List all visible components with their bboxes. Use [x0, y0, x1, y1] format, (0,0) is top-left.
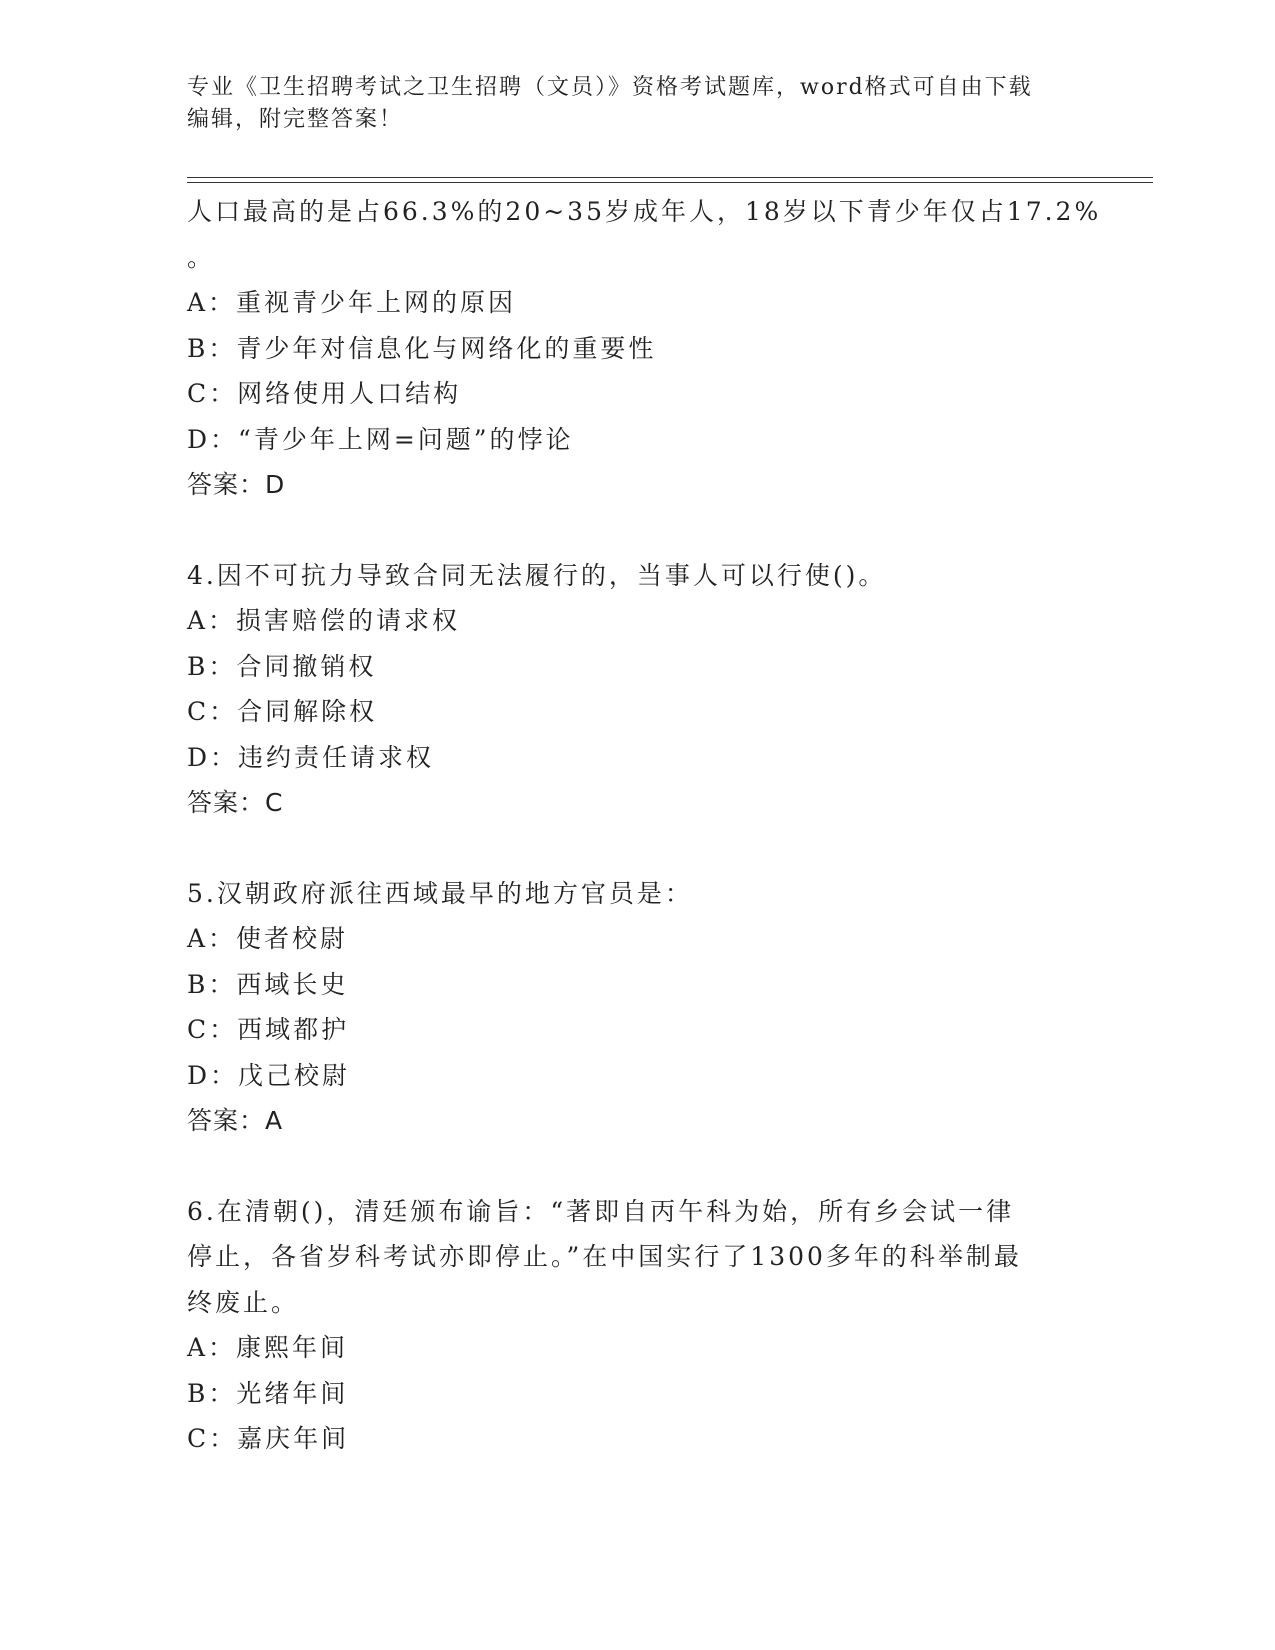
question-4-answer: 答案：C — [187, 788, 284, 817]
question-3-continuation-end: 。 — [187, 242, 216, 272]
question-3-option-b: B：青少年对信息化与网络化的重要性 — [187, 333, 657, 363]
question-4-option-b: B：合同撤销权 — [187, 651, 377, 681]
question-5-option-a: A：使者校尉 — [187, 924, 349, 953]
header-line-1: 专业《卫生招聘考试之卫生招聘（文员）》资格考试题库，word格式可自由下载 — [187, 75, 1033, 100]
question-block-5 — [187, 871, 1087, 1144]
spacer — [187, 826, 1087, 871]
question-6-text-line-3: 终废止。 — [187, 1287, 300, 1317]
spacer — [187, 1144, 1087, 1189]
question-3-option-d: D：“青少年上网=问题”的悖论 — [187, 424, 574, 454]
question-3-answer: 答案：D — [187, 470, 286, 499]
question-3-continuation: 人口最高的是占66.3%的20~35岁成年人，18岁以下青少年仅占17.2% — [187, 197, 1102, 226]
question-4-option-c: C：合同解除权 — [187, 697, 378, 726]
question-4-option-a: A：损害赔偿的请求权 — [187, 606, 461, 635]
header-divider-top — [187, 177, 1153, 178]
question-3-option-c: C：网络使用人口结构 — [187, 379, 462, 408]
question-5-option-b: B：西域长史 — [187, 969, 349, 999]
spacer — [187, 508, 1087, 553]
document-header — [187, 72, 1087, 136]
question-5-option-d: D：戊己校尉 — [187, 1060, 351, 1090]
question-6-text-line-1: 6.在清朝()，清廷颁布谕旨：“著即自丙午科为始，所有乡会试一律 — [187, 1196, 1015, 1226]
question-block-3 — [187, 189, 1102, 508]
question-6-text-line-2: 停止，各省岁科考试亦即停止。”在中国实行了1300多年的科举制最 — [187, 1242, 1022, 1271]
question-6-option-a: A：康熙年间 — [187, 1333, 349, 1362]
question-5-text: 5.汉朝政府派往西域最早的地方官员是： — [187, 878, 693, 908]
question-4-option-d: D：违约责任请求权 — [187, 742, 435, 772]
question-block-6 — [187, 1189, 1087, 1462]
question-content — [187, 189, 1102, 1462]
header-divider-bottom — [187, 182, 1153, 183]
question-3-option-a: A：重视青少年上网的原因 — [187, 288, 517, 317]
question-block-4 — [187, 553, 1087, 826]
question-4-text: 4.因不可抗力导致合同无法履行的，当事人可以行使()。 — [187, 560, 887, 590]
header-line-2: 编辑，附完整答案！ — [187, 107, 404, 132]
question-5-option-c: C：西域都护 — [187, 1015, 350, 1044]
question-6-option-b: B：光绪年间 — [187, 1378, 349, 1408]
question-6-option-c: C：嘉庆年间 — [187, 1424, 350, 1453]
question-5-answer: 答案：A — [187, 1106, 284, 1135]
